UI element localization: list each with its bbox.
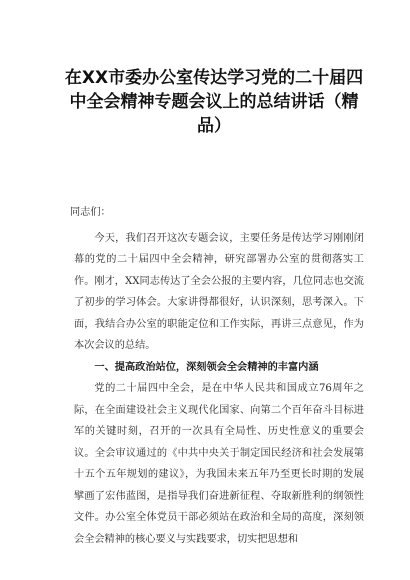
salutation: 同志们： [70, 207, 111, 218]
document-title: 在XX市委办公室传达学习党的二十届四中全会精神专题会议上的总结讲话（精品） [64, 68, 364, 136]
section-paragraph: 党的二十届四中全会，是在中华人民共和国成立76周年之际，在全面建设社会主义现代化国家、向第二个百年奋斗目标进军的关键时刻，召开的一次具有全局性、历史性意义的重要会议。全会审议通过的《中共中央关于制定国民经济和社会发展第十五个五年规划的建议》，为我国未来五年乃至更长时期的发展擘画了宏伟蓝图，是指导我们奋进新征程、夺取新胜利的纲领性文件。办公室全体党员干部必须站在政治和全局的高度，深刻领会全会精神的核心要义与实践要求，切实把思想和 [74, 383, 364, 545]
section-heading: 一、提高政治站位，深刻领会全会精神的丰富内涵 [94, 361, 319, 373]
document-body [70, 202, 364, 550]
opening-paragraph: 今天，我们召开这次专题会议，主要任务是传达学习刚刚闭幕的党的二十届四中全会精神，研究部署办公室的贯彻落实工作。刚才，XX同志传达了全会公报的主要内容，几位同志也交流了初步的学习体会。大家讲得都很好，认识深刻，思考深入。下面，我结合办公室的职能定位和工作实际，再讲三点意见，作为本次会议的总结。 [74, 232, 364, 351]
